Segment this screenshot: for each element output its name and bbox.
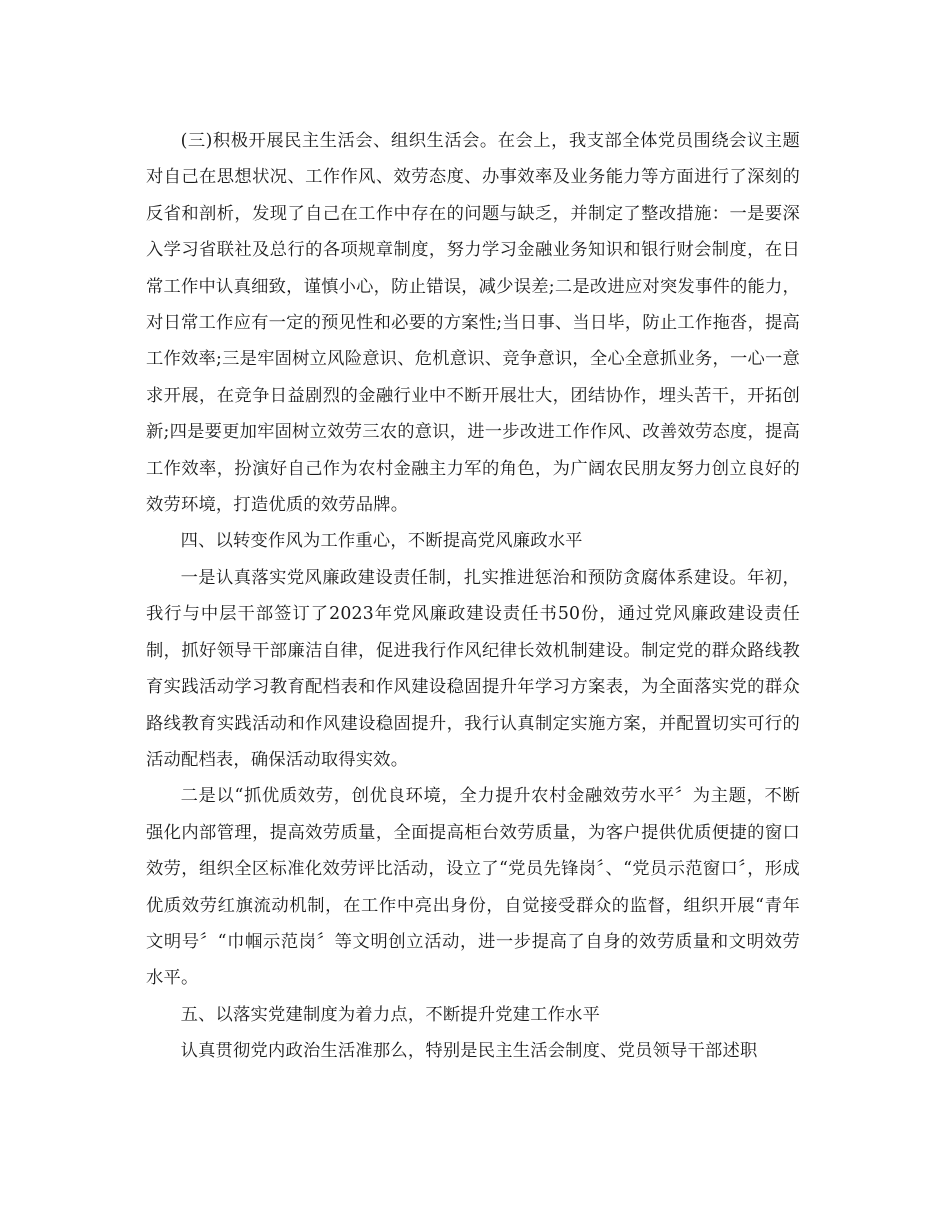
section-heading-4: 四、以转变作风为工作重心，不断提高党风廉政水平 — [180, 531, 583, 552]
section-heading-5: 五、以落实党建制度为着力点，不断提升党建工作水平 — [180, 1004, 601, 1025]
paragraph-party-life: 认真贯彻党内政治生活准那么，特别是民主生活会制度、党员领导干部述职 — [180, 1041, 758, 1062]
paragraph-responsibility-system: 一是认真落实党风廉政建设责任制，扎实推进惩治和预防贪腐体系建设。年初，我行与中层干部签订了2023年党风廉政建设责任书50份，通过党风廉政建设责任制，抓好领导干部廉洁自律，促进我行作风纪律长效机制建设。制定党的群众路线教育实践活动学习教育配档表和作风建设稳固提升年学习方案表，为全面落实党的群众路线教育实践活动和作风建设稳固提升，我行认真制定实施方案，并配置切实可行的活动配档表，确保活动取得实效。 — [146, 567, 800, 770]
paragraph-quality-service: 二是以“抓优质效劳，创优良环境，全力提升农村金融效劳水平〞为主题，不断强化内部管理，提高效劳质量，全面提高柜台效劳质量，为客户提供优质便捷的窗口效劳，组织全区标准化效劳评比活动，设立了“党员先锋岗〞、“党员示范窗口〞，形成优质效劳红旗流动机制，在工作中亮出身份，自觉接受群众的监督，组织开展“青年文明号〞“巾帼示范岗〞等文明创立活动，进一步提高了自身的效劳质量和文明效劳水平。 — [146, 786, 800, 989]
paragraph-democratic-life-meeting: (三)积极开展民主生活会、组织生活会。在会上，我支部全体党员围绕会议主题对自己在思想状况、工作作风、效劳态度、办事效率及业务能力等方面进行了深刻的反省和剖析，发现了自己在工作中存在的问题与缺乏，并制定了整改措施：一是要深入学习省联社及总行的各项规章制度，努力学习金融业务知识和银行财会制度，在日常工作中认真细致，谨慎小心，防止错误，减少误差;二是改进应对突发事件的能力，对日常工作应有一定的预见性和必要的方案性;当日事、当日毕，防止工作拖沓，提高工作效率;三是牢固树立风险意识、危机意识、竞争意识，全心全意抓业务，一心一意求开展，在竞争日益剧烈的金融行业中不断开展壮大，团结协作，埋头苦干，开拓创新;四是要更加牢固树立效劳三农的意识，进一步改进工作作风、改善效劳态度，提高工作效率，扮演好自己作为农村金融主力军的角色，为广阔农民朋友努力创立良好的效劳环境，打造优质的效劳品牌。 — [146, 131, 800, 516]
